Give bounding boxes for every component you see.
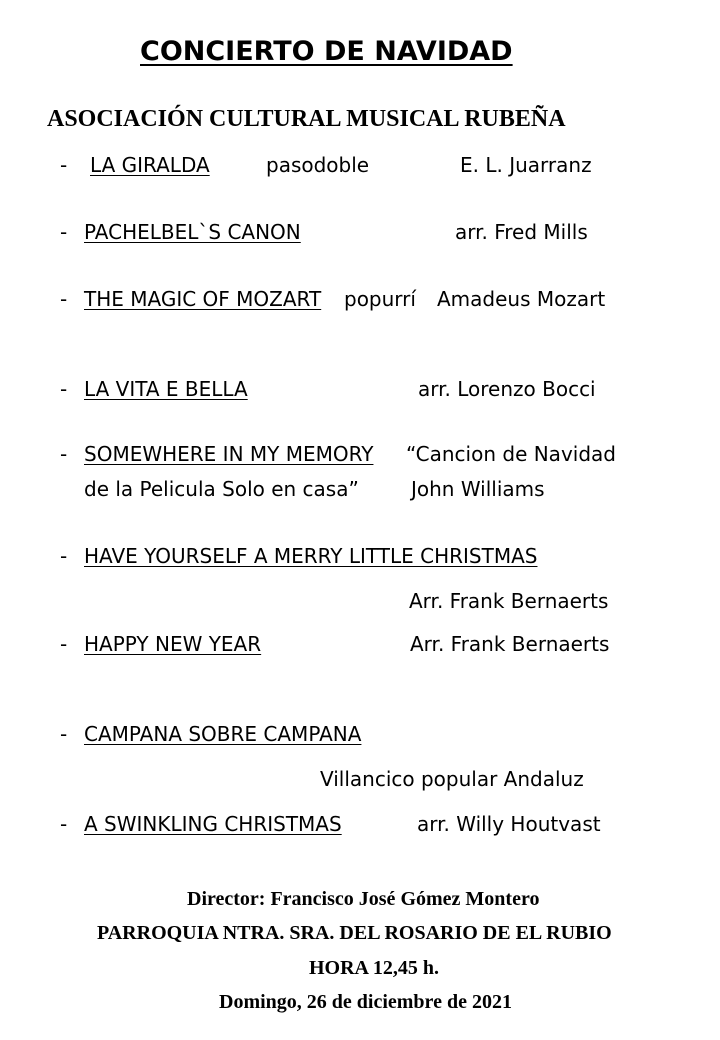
piece-title: LA GIRALDA <box>90 153 210 177</box>
association-name: ASOCIACIÓN CULTURAL MUSICAL RUBEÑA <box>47 106 566 132</box>
page-title: CONCIERTO DE NAVIDAD <box>140 36 513 67</box>
piece-title: HAVE YOURSELF A MERRY LITTLE CHRISTMAS <box>84 544 538 568</box>
piece-note: “Cancion de Navidad <box>406 442 616 466</box>
piece-credit: Arr. Frank Bernaerts <box>409 589 609 613</box>
piece-title: PACHELBEL`S CANON <box>84 220 301 244</box>
director-line: Director: Francisco José Gómez Montero <box>187 888 540 910</box>
piece-genre: popurrí <box>344 287 416 311</box>
date-line: Domingo, 26 de diciembre de 2021 <box>219 991 512 1013</box>
piece-credit: Villancico popular Andaluz <box>320 767 584 791</box>
piece-genre: pasodoble <box>266 153 370 177</box>
bullet-dash: - <box>60 220 68 244</box>
piece-title: LA VITA E BELLA <box>84 377 248 401</box>
time-line: HORA 12,45 h. <box>309 957 440 979</box>
piece-credit: arr. Lorenzo Bocci <box>418 377 596 401</box>
bullet-dash: - <box>60 442 68 466</box>
bullet-dash: - <box>60 153 68 177</box>
piece-title: CAMPANA SOBRE CAMPANA <box>84 722 362 746</box>
bullet-dash: - <box>60 722 68 746</box>
piece-credit: John Williams <box>411 477 545 501</box>
bullet-dash: - <box>60 287 68 311</box>
piece-credit: E. L. Juarranz <box>460 153 592 177</box>
piece-title: A SWINKLING CHRISTMAS <box>84 812 342 836</box>
piece-credit: Amadeus Mozart <box>437 287 606 311</box>
piece-title: HAPPY NEW YEAR <box>84 632 262 656</box>
bullet-dash: - <box>60 812 68 836</box>
piece-credit: Arr. Frank Bernaerts <box>410 632 610 656</box>
venue-line: PARROQUIA NTRA. SRA. DEL ROSARIO DE EL RUBIO <box>97 922 612 944</box>
piece-title: THE MAGIC OF MOZART <box>84 287 322 311</box>
bullet-dash: - <box>60 377 68 401</box>
piece-title: SOMEWHERE IN MY MEMORY <box>84 442 374 466</box>
bullet-dash: - <box>60 544 68 568</box>
bullet-dash: - <box>60 632 68 656</box>
piece-credit: arr. Willy Houtvast <box>417 812 601 836</box>
piece-credit: arr. Fred Mills <box>455 220 588 244</box>
piece-note-continued: de la Pelicula Solo en casa” <box>84 477 359 501</box>
